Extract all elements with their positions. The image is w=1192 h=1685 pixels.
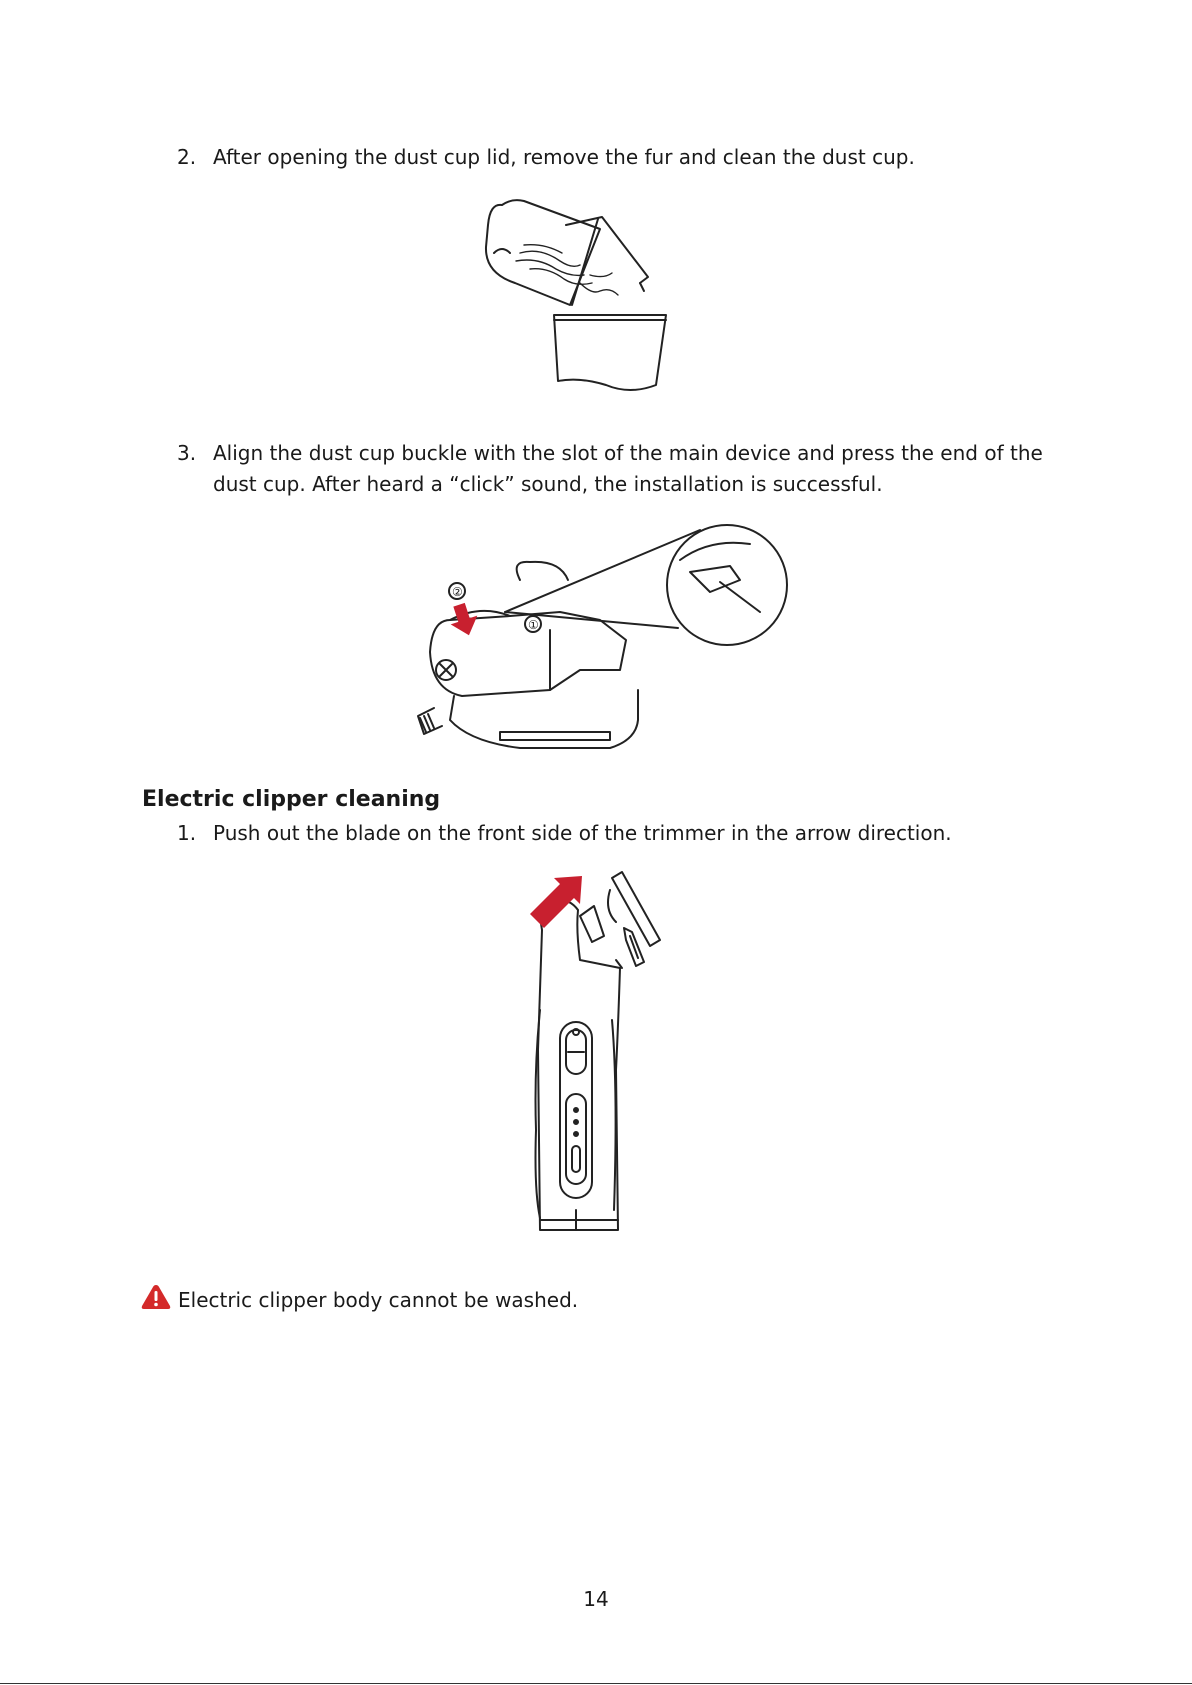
callout-1-label: ① bbox=[528, 618, 539, 632]
step-3-text-line-1: Align the dust cup buckle with the slot of the main device and press the end of the bbox=[213, 441, 1043, 465]
push-direction-arrow-icon bbox=[530, 876, 582, 928]
bottom-rule bbox=[0, 1683, 1192, 1684]
step-3-text-line-2: dust cup. After heard a “click” sound, the installation is successful. bbox=[213, 472, 883, 496]
dust-cup-emptying-illustration bbox=[480, 195, 670, 395]
dust-cup-install-illustration bbox=[410, 520, 790, 760]
warning-text: Electric clipper body cannot be washed. bbox=[178, 1288, 579, 1312]
warning-triangle-icon bbox=[141, 1283, 171, 1311]
page-number: 14 bbox=[583, 1587, 609, 1611]
callout-2-label: ② bbox=[452, 585, 463, 599]
clipper-step-1-text: Push out the blade on the front side of the trimmer in the arrow direction. bbox=[213, 821, 952, 845]
clipper-step-1-number: 1. bbox=[177, 821, 197, 845]
step-2-text: After opening the dust cup lid, remove the fur and clean the dust cup. bbox=[213, 145, 915, 169]
clipper-blade-removal-illustration bbox=[520, 870, 670, 1240]
section-heading: Electric clipper cleaning bbox=[142, 787, 441, 812]
step-3-number: 3. bbox=[177, 441, 197, 465]
step-2-number: 2. bbox=[177, 145, 197, 169]
